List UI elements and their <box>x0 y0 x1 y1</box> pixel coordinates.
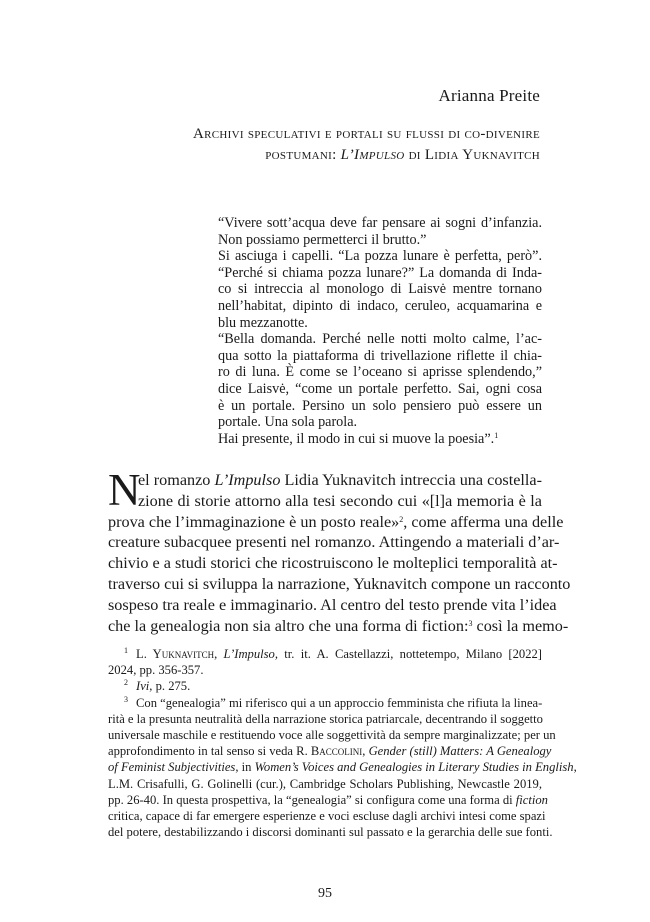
epigraph-line: Si asciuga i capelli. “La pozza lunare è perfetta, però”. <box>218 248 542 265</box>
epigraph-line: co si intreccia al monologo di Laisvė mentre tornano <box>218 281 542 298</box>
footnote-3-cont: approfondimento in tal senso si veda R. Baccolini, Gender (still) Matters: A Genealogy <box>108 744 552 759</box>
epigraph-line: “Perché si chiama pozza lunare?” La domanda di Inda- <box>218 264 542 281</box>
epigraph-line: portale. Una sola parola. <box>218 414 358 431</box>
page-number: 95 <box>318 886 332 901</box>
footnote-2: $^2$ Ivi, p. 275. <box>124 678 191 694</box>
body-line: creature subacquee presenti nel romanzo. Attingendo a materiali d’ar- <box>108 533 560 552</box>
epigraph-line: “Bella domanda. Perché nelle notti molto calme, l’ac- <box>218 331 542 348</box>
epigraph-line: Non possiamo permetterci il brutto.” <box>218 231 427 248</box>
footnote-1-cont: 2024, pp. 356-357. <box>108 663 204 678</box>
body-line: chivio e a studi storici che ricostruiscono le molteplici temporalità at- <box>108 554 558 573</box>
footnote-3-cont: del potere, destabilizzando i discorsi dominanti sul passato e la gerarchia delle sue fonti. <box>108 825 553 840</box>
body-line: el romanzo L’Impulso Lidia Yuknavitch intreccia una costella- <box>138 471 542 489</box>
epigraph-line-last: Hai presente, il modo in cui si muove la poesia”.$^1$ <box>218 430 499 447</box>
running-head-author: Arianna Preite <box>438 86 540 105</box>
footnote-3-cont: of Feminist Subjectivities, in Women’s Voices and Genealogies in Literary Studies in English, <box>108 760 577 775</box>
drop-cap: N <box>108 465 141 515</box>
epigraph-line: nell’habitat, dipinto di indaco, ceruleo, acquamarina e <box>218 297 542 314</box>
body-line: traverso cui si sviluppa la narrazione, Yuknavitch compone un racconto <box>108 574 571 593</box>
footnote-ref-1[interactable]: 1 <box>494 430 499 440</box>
epigraph-line: “Vivere sott’acqua deve far pensare ai sogni d’infanzia. <box>218 215 542 231</box>
body-line: che la genealogia non sia altro che una forma di fiction:$^3$ così la memo- <box>108 616 569 635</box>
chapter-title-book-italic: L’Impulso <box>340 147 405 163</box>
footnote-3-cont: universale maschile e restituendo voce alle soggettività da sempre marginalizzate; per un <box>108 727 556 742</box>
footnotes <box>108 646 577 840</box>
chapter-title <box>80 124 540 166</box>
body-line: zione di storie attorno alla tesi secondo cui «[l]a memoria è la <box>138 491 542 510</box>
body-line: prova che l’immaginazione è un posto reale»$^2$, come afferma una delle <box>108 512 564 531</box>
body-line: sospeso tra reale e immaginario. Al centro del testo prende vita l’idea <box>108 595 557 614</box>
epigraph-line: qua sotto la piattaforma di trivellazione riflette il chia- <box>218 347 542 364</box>
footnote-3-cont: rità e la presunta neutralità della narrazione storica patriarcale, decentrando il soggetto <box>108 711 543 726</box>
chapter-title-line-2: postumani: L’Impulso di Lidia Yuknavitch <box>265 147 540 163</box>
footnote-3-cont: critica, capace di far emergere esperienze e voci escluse dagli archivi intesi come spazi <box>108 808 546 823</box>
epigraph <box>218 215 542 447</box>
footnote-ref-2[interactable]: 2 <box>399 514 404 524</box>
footnote-3-cont: L.M. Crisafulli, G. Golinelli (cur.), Cambridge Scholars Publishing, Newcastle 2019, <box>108 776 542 791</box>
epigraph-line: è un portale. Persino un solo pensiero può essere un <box>218 397 542 414</box>
book-title-italic: L’Impulso <box>214 471 281 489</box>
body-text <box>108 465 571 636</box>
epigraph-line: blu mezzanotte. <box>218 314 308 331</box>
footnote-1: $^1$ L. Yuknavitch, L’Impulso, tr. it. A. Castellazzi, nottetempo, Milano [2022] <box>124 646 542 661</box>
epigraph-line: ro di luna. È come se l’oceano si aprisse splendendo,” <box>218 364 542 381</box>
epigraph-line: dice Laisvė, “come un portale perfetto. Sai, ogni cosa <box>218 380 542 397</box>
chapter-title-line-1: Archivi speculativi e portali su flussi di co-divenire <box>192 126 540 142</box>
footnote-3-cont: pp. 26-40. In questa prospettiva, la “genealogia” si configura come una forma di fiction <box>108 792 548 807</box>
footnote-3: $^3$ Con “genealogia” mi riferisco qui a un approccio femminista che rifiuta la linea- <box>124 694 543 710</box>
footnote-ref-3[interactable]: 3 <box>468 618 473 628</box>
